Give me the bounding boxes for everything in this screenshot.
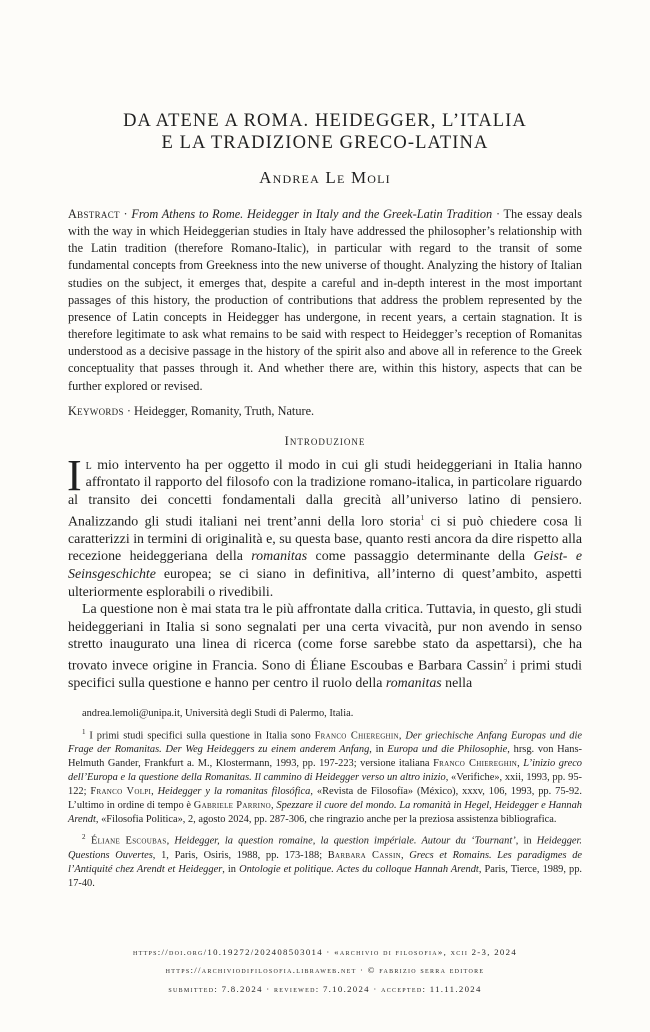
abstract-label: Abstract <box>68 207 120 221</box>
fn1-t7: , <box>151 786 158 798</box>
fn2-t1: , <box>166 835 175 847</box>
lead-caps: l <box>85 457 92 473</box>
fn2-t2: , in <box>515 835 537 847</box>
fn1-t8: , «Revista de Filosofía» (México), xxxv, 106, 1993, pp. 75-92. L’ultimo in ordine di tempo è <box>68 786 582 812</box>
footnote-1 <box>68 725 582 827</box>
paragraph-1-text-b: ci si può chiedere cosa li caratterizzi in termini di originalità e, su questa base, quanto resti ancora da dire rispetto alla recezione heideggeriana della <box>68 514 583 565</box>
keywords-text: Heidegger, Romanity, Truth, Nature. <box>134 403 315 418</box>
footer-doi-line[interactable]: https://doi.org/10.19272/202408503014 · «archivio di filosofia», xcii 2-3, 2024 <box>132 947 518 957</box>
fn2-t5: , in <box>222 863 240 875</box>
abstract-text: The essay deals with the way in which Heideggerian studies in Italy have addressed the philosopher’s relationship with the Latin tradition (therefore Romano-Italic), in particular with regard to the transit of some fundamental concepts from Greekness into the new universe of thought. Analyzing the history of Italian studies on the subject, it emerges that, despite a careful and in-depth interest in the most important passages of this history, the production of contributions that address the problem represented by the presence of Latin concepts in Heidegger has undergone, in recent years, a certain stagnation. It is therefore legitimate to ask what remains to be said with respect to Heidegger’s reception of Romanitas understood as a decisive passage in the history of the spirit also and above all in reference to the Greek conceptuality that passes through it. And whether there are, within this history, aspects that can be further explored or revised. <box>68 207 583 393</box>
fn1-t1: I primi studi specifici sulla questione in Italia sono <box>85 730 315 742</box>
fn2-t3: , 1, Paris, Osiris, 1988, pp. 173-188; <box>152 849 328 861</box>
footer-dates-line: submitted: 7.8.2024 · reviewed: 7.10.2024 · accepted: 11.11.2024 <box>168 984 482 994</box>
fn1-t10: , «Filosofia Politica», 2, agosto 2024, pp. 287-306, che ringrazio anche per la preziosa assistenza bibliografica. <box>95 814 557 826</box>
paragraph-2-text-c: nella <box>441 676 473 692</box>
fn2-i2: Heidegger. Questions Ouvertes <box>68 835 582 861</box>
author-name: Andrea Le Moli <box>259 168 391 187</box>
section-heading: Introduzione <box>284 433 366 448</box>
keywords <box>68 403 582 420</box>
footnote-ref-2[interactable]: 2 <box>503 657 508 666</box>
article-title <box>68 110 582 154</box>
abstract <box>68 206 582 395</box>
fn1-sc1: Franco Chiereghin <box>314 730 399 742</box>
footnote-ref-1[interactable]: 1 <box>420 513 425 522</box>
abstract-separator-2: · <box>492 207 504 221</box>
fn1-sc4: Gabriele Parrino <box>193 800 272 812</box>
fn1-t2: , <box>398 730 406 742</box>
fn1-i3: L’inizio greco dell’Europa e la questione della Romanitas. Il cammino di Heidegger verso un altro inizio <box>68 758 582 784</box>
paragraph-1-text-c: come passaggio determinante della <box>307 549 534 565</box>
footnote-1-number: 1 <box>82 727 86 736</box>
fn2-i4: Ontologie et politique. Actes du colloque Hannah Arendt <box>239 863 479 875</box>
paragraph-1 <box>67 450 583 601</box>
fn1-t3: , in <box>369 744 388 756</box>
footnotes <box>68 707 582 891</box>
footnote-2 <box>68 830 582 890</box>
keywords-separator: · <box>123 403 135 418</box>
fn1-i4: Heidegger y la romanitas filosófica <box>157 786 311 798</box>
fn1-sc2: Franco Chiereghin <box>433 758 518 770</box>
abstract-english-title: From Athens to Rome. Heidegger in Italy and the Greek-Latin Tradition <box>131 207 493 221</box>
fn2-i3: Grecs et Romains. Les paradigmes de l’Antiquité chez Arendt et Heidegger <box>68 849 583 875</box>
article-page <box>0 110 650 1032</box>
fn1-t5: , <box>517 758 524 770</box>
fn2-t4: , <box>400 849 410 861</box>
title-line-2: E LA TRADIZIONE GRECO-LATINA <box>161 133 489 153</box>
paragraph-1-text-d: europea; se ci siano in definitiva, all’interno di quest’ambito, aspetti ulteriormente esplorabili o rivedibili. <box>68 566 582 600</box>
paragraph-1-italic-1: romanitas <box>251 549 308 565</box>
paragraph-2-text-b: i primi studi specifici sulla questione e hanno per centro il ruolo della <box>68 658 583 692</box>
keywords-label: Keywords <box>68 403 124 418</box>
paragraph-2-italic-1: romanitas <box>385 676 442 692</box>
fn1-t6: , «Verifiche», xxii, 1993, pp. 95-122; <box>68 772 582 798</box>
paragraph-2 <box>68 601 582 693</box>
fn1-t4: , hrsg. von Hans-Helmuth Gander, Frankfurt a. M., Klostermann, 1993, pp. 197-223; versione italiana <box>68 744 582 770</box>
fn2-t6: , Paris, Tierce, 1989, pp. 17-40. <box>68 863 582 889</box>
fn1-i1: Der griechische Anfang Europas und die Frage der Romanitas. Der Weg Heideggers zu einem anderem Anfang <box>68 730 582 756</box>
fn1-i5: Spezzare il cuore del mondo. La romanità in Hegel, Heidegger e Hannah Arendt <box>68 800 582 826</box>
paragraph-2-text-a: La questione non è mai stata tra le più affrontate dalla critica. Tuttavia, in questo, gli studi heideggeriani in Italia si sono segnalati per una certa vivacità, pur non avendo in senso stretto inaugurato una linea di ricerca (come forse sarebbe stato da aspettarsi), che ha trovato invece origine in Francia. Sono di Éliane Escoubas e Barbara Cassin <box>68 602 582 674</box>
fn1-sc3: Franco Volpi <box>90 786 152 798</box>
fn2-sc2: Barbara Cassin <box>327 849 401 861</box>
paragraph-1-italic-2: Geist- e Seinsgeschichte <box>68 549 582 582</box>
fn1-t9: , <box>271 800 277 812</box>
fn2-sc1: Éliane Escoubas <box>85 835 167 847</box>
footer-website-line[interactable]: https://archiviodifilosofia.libraweb.net · © fabrizio serra editore <box>165 965 485 975</box>
fn1-i2: Europa und die Philosophie <box>387 744 508 756</box>
drop-cap: I <box>67 450 82 500</box>
author-affiliation: andrea.lemoli@unipa.it, Università degli Studi di Palermo, Italia. <box>82 707 354 719</box>
paragraph-1-text-a: mio intervento ha per oggetto il modo in cui gli studi heideggeriani in Italia hanno affrontato il rapporto del filosofo con la tradizione romano-italica, in particolare riguardo al transito dei concetti fondamentali dalla grecità all’universo latino di pensiero. Analizzando gli studi italiani nei trent’anni della loro storia <box>68 457 582 530</box>
body-text <box>67 450 583 693</box>
footnote-2-number: 2 <box>82 833 86 842</box>
abstract-separator: · <box>119 207 132 221</box>
title-line-1: DA ATENE A ROMA. HEIDEGGER, L’ITALIA <box>123 111 527 131</box>
fn2-i1: Heidegger, la question romaine, la question impériale. Autour du ‘Tournant’ <box>174 835 516 847</box>
